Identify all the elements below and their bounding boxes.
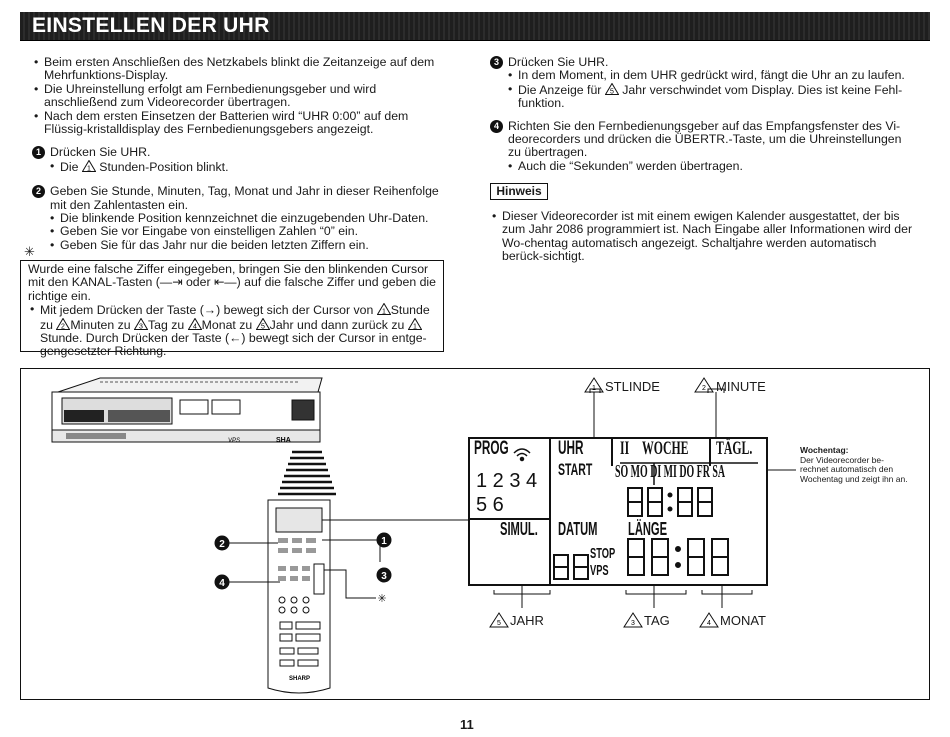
vcr-illustration (52, 378, 322, 442)
lcd-datum: DATUM (558, 519, 598, 539)
svg-text:5: 5 (609, 88, 614, 95)
step-sub: • Die blinkende Position kennzeichnet die einzugebenden Uhr-Daten. (48, 212, 450, 225)
lcd-simul: SIMUL. (500, 519, 538, 539)
step-text: Drücken Sie UHR. (50, 145, 151, 160)
page-number: 11 (460, 717, 474, 732)
label-minute: MINUTE (716, 379, 766, 394)
step-sub: • Geben Sie vor Eingabe von einstelligen Zahlen “0” ein. (48, 225, 450, 238)
svg-text:4: 4 (192, 323, 197, 330)
svg-text:1: 1 (381, 308, 386, 316)
label-tag: TAG (644, 613, 670, 628)
step-text: Geben Sie Stunde, Minuten, Tag, Monat und Jahr in dieser Reihenfolge mit den Zahlentasten ein. (50, 184, 439, 212)
remote-brand: SHARP (289, 676, 311, 682)
hinweis-label: Hinweis (490, 183, 548, 200)
label-stunde: STLINDE (605, 379, 660, 394)
step-number: 4 (490, 120, 503, 133)
lcd-prog-nums-1: 1 2 3 4 (476, 470, 538, 492)
step-text: Richten Sie den Fernbedienungsgeber auf das Empfangsfenster des Vi-deorecorders und drücken die ÜBERTR.-Taste, um die Uhreinstellungen zu übertragen. (508, 118, 902, 160)
step-number: 2 (32, 185, 45, 198)
vcr-brand: SHA (276, 437, 291, 444)
step-sub: • Auch die “Sekunden” werden übertragen. (506, 160, 915, 173)
label-jahr: JAHR (510, 613, 544, 628)
page-title: EINSTELLEN DER UHR (32, 14, 270, 37)
callout-2: 2 (219, 539, 225, 550)
lcd-uhr: UHR (558, 438, 584, 459)
step-sub: • Die Anzeige für 5 Jahr verschwindet vom Display. Dies ist keine Fehl-funktion. (506, 83, 915, 111)
lcd-prog: PROG (474, 438, 509, 459)
note-bullet: • Mit jedem Drücken der Taste (→) bewegt sich der Cursor von 1 Stunde zu 2 Minuten zu 3 Tag zu 4 Monat zu 5 Jahr und dann zurück zu 1 Stunde. Durch Drücken der Taste (←) bewegt sich der Cursor in entge-gengesetzter Richtung. (28, 303, 443, 359)
wochentag-text: Der Videorecorder be-rechnet automatisch den Wochentag und zeigt ihn an. (800, 454, 908, 484)
callout-3: 3 (381, 571, 387, 582)
svg-text:5: 5 (260, 323, 265, 330)
lcd-display (468, 437, 768, 586)
svg-text:3: 3 (631, 620, 635, 627)
note-para: Wurde eine falsche Ziffer eingegeben, bringen Sie den blinkenden Cursor mit den KANAL-Tasten (—⇥ oder ⇤—) auf die falsche Ziffer und geben die richtige ein. (28, 262, 436, 303)
callout-4: 4 (219, 578, 225, 589)
remote-illustration (268, 500, 330, 693)
lcd-vps: VPS (590, 562, 609, 579)
step-sub: • In dem Moment, in dem UHR gedrückt wird, fängt die Uhr an zu laufen. (506, 69, 915, 82)
vcr-logo: VPS (228, 438, 241, 444)
step-number: 3 (490, 56, 503, 69)
svg-text:3: 3 (139, 323, 143, 330)
wireless-icon (514, 449, 530, 461)
svg-text:1: 1 (592, 385, 596, 392)
svg-text:5: 5 (497, 620, 501, 627)
svg-text:1: 1 (86, 165, 91, 172)
intro-bullet: • Beim ersten Anschließen des Netzkabels blinkt die Zeitanzeige auf dem Mehrfunktions-Display. (32, 56, 450, 83)
step-sub: • Geben Sie für das Jahr nur die beiden letzten Ziffern ein. (48, 239, 450, 252)
lcd-start: START (558, 460, 593, 479)
lcd-taegl: TÄGL. (716, 438, 753, 459)
step-text: Drücken Sie UHR. (508, 55, 609, 69)
wochentag-note (800, 446, 912, 484)
intro-bullet: • Nach dem ersten Einsetzen der Batterien wird “UHR 0:00” auf dem Flüssig-kristalldisplay des Fernbedienungsgebers angezeigt. (32, 110, 450, 137)
wochentag-title: Wochentag: (800, 445, 849, 455)
asterisk-mark: ✳ (24, 244, 35, 259)
intro-bullet: • Die Uhreinstellung erfolgt am Fernbedienungsgeber und wird anschließend zum Videorecorder übertragen. (32, 83, 450, 110)
lcd-woche: WOCHE (642, 438, 689, 459)
svg-text:2: 2 (702, 385, 706, 392)
ir-beam (278, 452, 336, 494)
callout-asterisk: ✳ (377, 593, 387, 605)
lcd-ii: II (620, 438, 630, 459)
step-sub: • Die 1 Stunden-Position blinkt. (48, 160, 450, 174)
callout-1: 1 (381, 536, 387, 547)
lcd-days: SO MO DI MI DO FR SA (615, 461, 726, 481)
step-number: 1 (32, 146, 45, 159)
hinweis-text: • Dieser Videorecorder ist mit einem ewigen Kalender ausgestattet, der bis zum Jahr 2086 programmiert ist. Nach Eingabe aller Informationen wird der Wo-chentag automatisch angezeigt. Schaltjahre werden automatisch berück-sichtigt. (490, 210, 918, 264)
svg-text:1: 1 (412, 323, 417, 330)
lcd-stop: STOP (590, 545, 616, 562)
svg-text:2: 2 (61, 323, 66, 330)
label-monat: MONAT (720, 613, 766, 628)
lcd-laenge: LÄNGE (628, 519, 668, 539)
lcd-prog-nums-2: 5 6 (476, 494, 504, 516)
svg-text:4: 4 (707, 620, 711, 627)
